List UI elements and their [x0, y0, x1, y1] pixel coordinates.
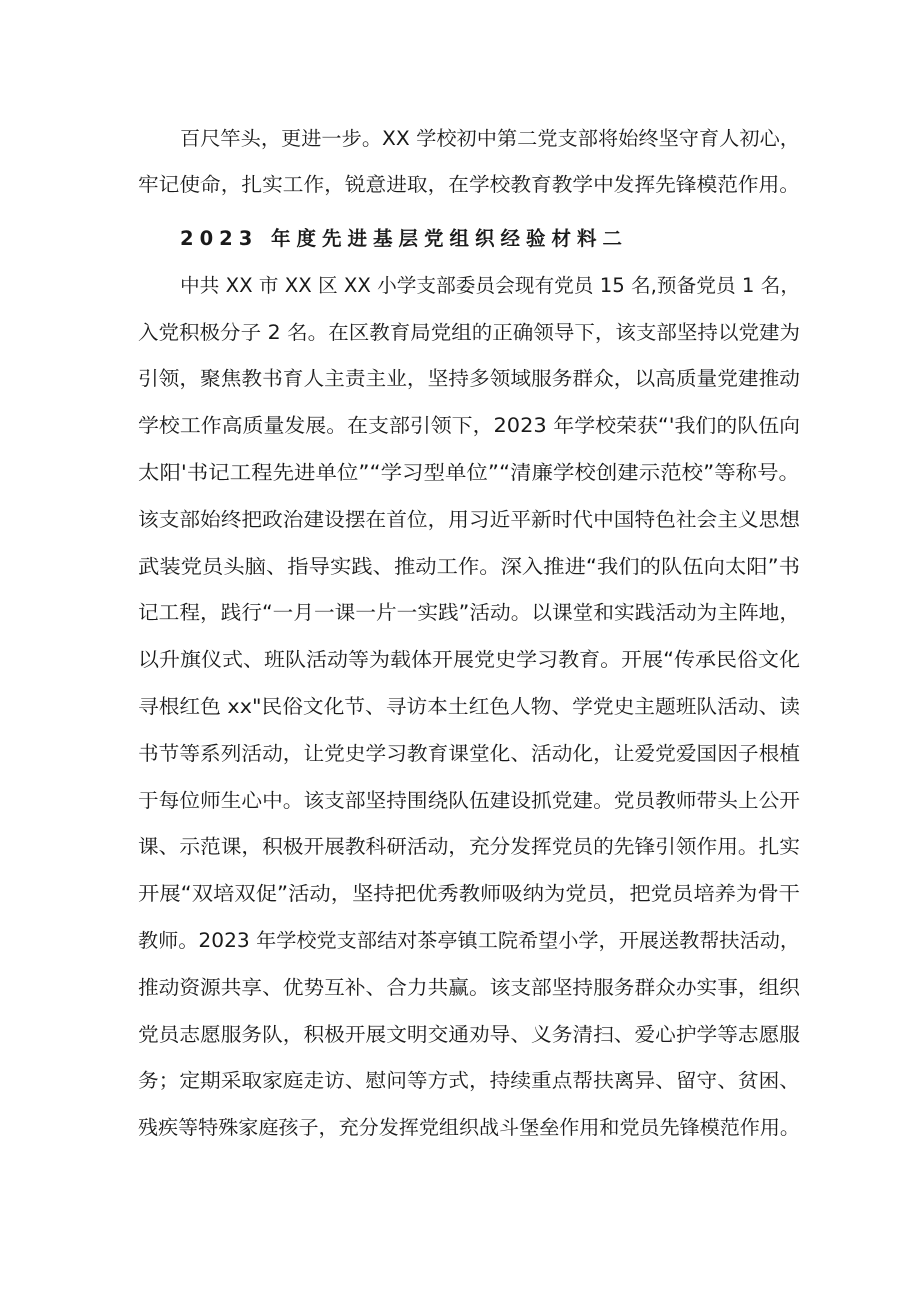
- body-line-3: 引领，聚焦教书育人主责主业，坚持多领域服务群众，以高质量党建推动: [138, 367, 800, 390]
- body-line-17: 党员志愿服务队，积极开展文明交通劝导、义务清扫、爱心护学等志愿服: [138, 1023, 800, 1046]
- intro-line-1: 百尺竿头，更进一步。XX 学校初中第二党支部将始终坚守育人初心，: [180, 127, 800, 150]
- section-title: 2023 年度先进基层党组织经验材料二: [180, 227, 629, 250]
- body-line-16: 推动资源共享、优势互补、合力共赢。该支部坚持服务群众办实事，组织: [138, 976, 800, 999]
- body-line-2: 入党积极分子 2 名。在区教育局党组的正确领导下，该支部坚持以党建为: [138, 321, 800, 344]
- body-line-14: 开展“双培双促”活动，坚持把优秀教师吸纳为党员，把党员培养为骨干: [138, 882, 800, 905]
- body-line-5: 太阳'书记工程先进单位”“学习型单位”“清廉学校创建示范校”等称号。: [138, 461, 800, 484]
- body-line-8: 记工程，践行“一月一课一片一实践”活动。以课堂和实践活动为主阵地，: [138, 601, 800, 624]
- body-line-12: 于每位师生心中。该支部坚持围绕队伍建设抓党建。党员教师带头上公开: [138, 789, 800, 812]
- body-line-7: 武装党员头脑、指导实践、推动工作。深入推进“我们的队伍向太阳”书: [138, 555, 800, 578]
- body-line-18: 务；定期采取家庭走访、慰问等方式，持续重点帮扶离异、留守、贫困、: [138, 1069, 800, 1092]
- body-line-15: 教师。2023 年学校党支部结对茶亭镇工院希望小学，开展送教帮扶活动，: [138, 929, 800, 952]
- body-line-19: 残疾等特殊家庭孩子，充分发挥党组织战斗堡垒作用和党员先锋模范作用。: [138, 1116, 800, 1139]
- body-line-6: 该支部始终把政治建设摆在首位，用习近平新时代中国特色社会主义思想: [138, 508, 800, 531]
- body-line-13: 课、示范课，积极开展教科研活动，充分发挥党员的先锋引领作用。扎实: [138, 835, 800, 858]
- body-line-11: 书节等系列活动，让党史学习教育课堂化、活动化，让爱党爱国因子根植: [138, 742, 800, 765]
- body-line-9: 以升旗仪式、班队活动等为载体开展党史学习教育。开展“传承民俗文化: [138, 648, 801, 671]
- body-line-4: 学校工作高质量发展。在支部引领下，2023 年学校荣获“'我们的队伍向: [138, 414, 800, 437]
- body-line-10: 寻根红色 xx"民俗文化节、寻访本土红色人物、学党史主题班队活动、读: [138, 695, 800, 718]
- intro-line-2: 牢记使命，扎实工作，锐意进取，在学校教育教学中发挥先锋模范作用。: [138, 173, 800, 196]
- body-line-1: 中共 XX 市 XX 区 XX 小学支部委员会现有党员 15 名,预备党员 1 名，: [180, 274, 800, 297]
